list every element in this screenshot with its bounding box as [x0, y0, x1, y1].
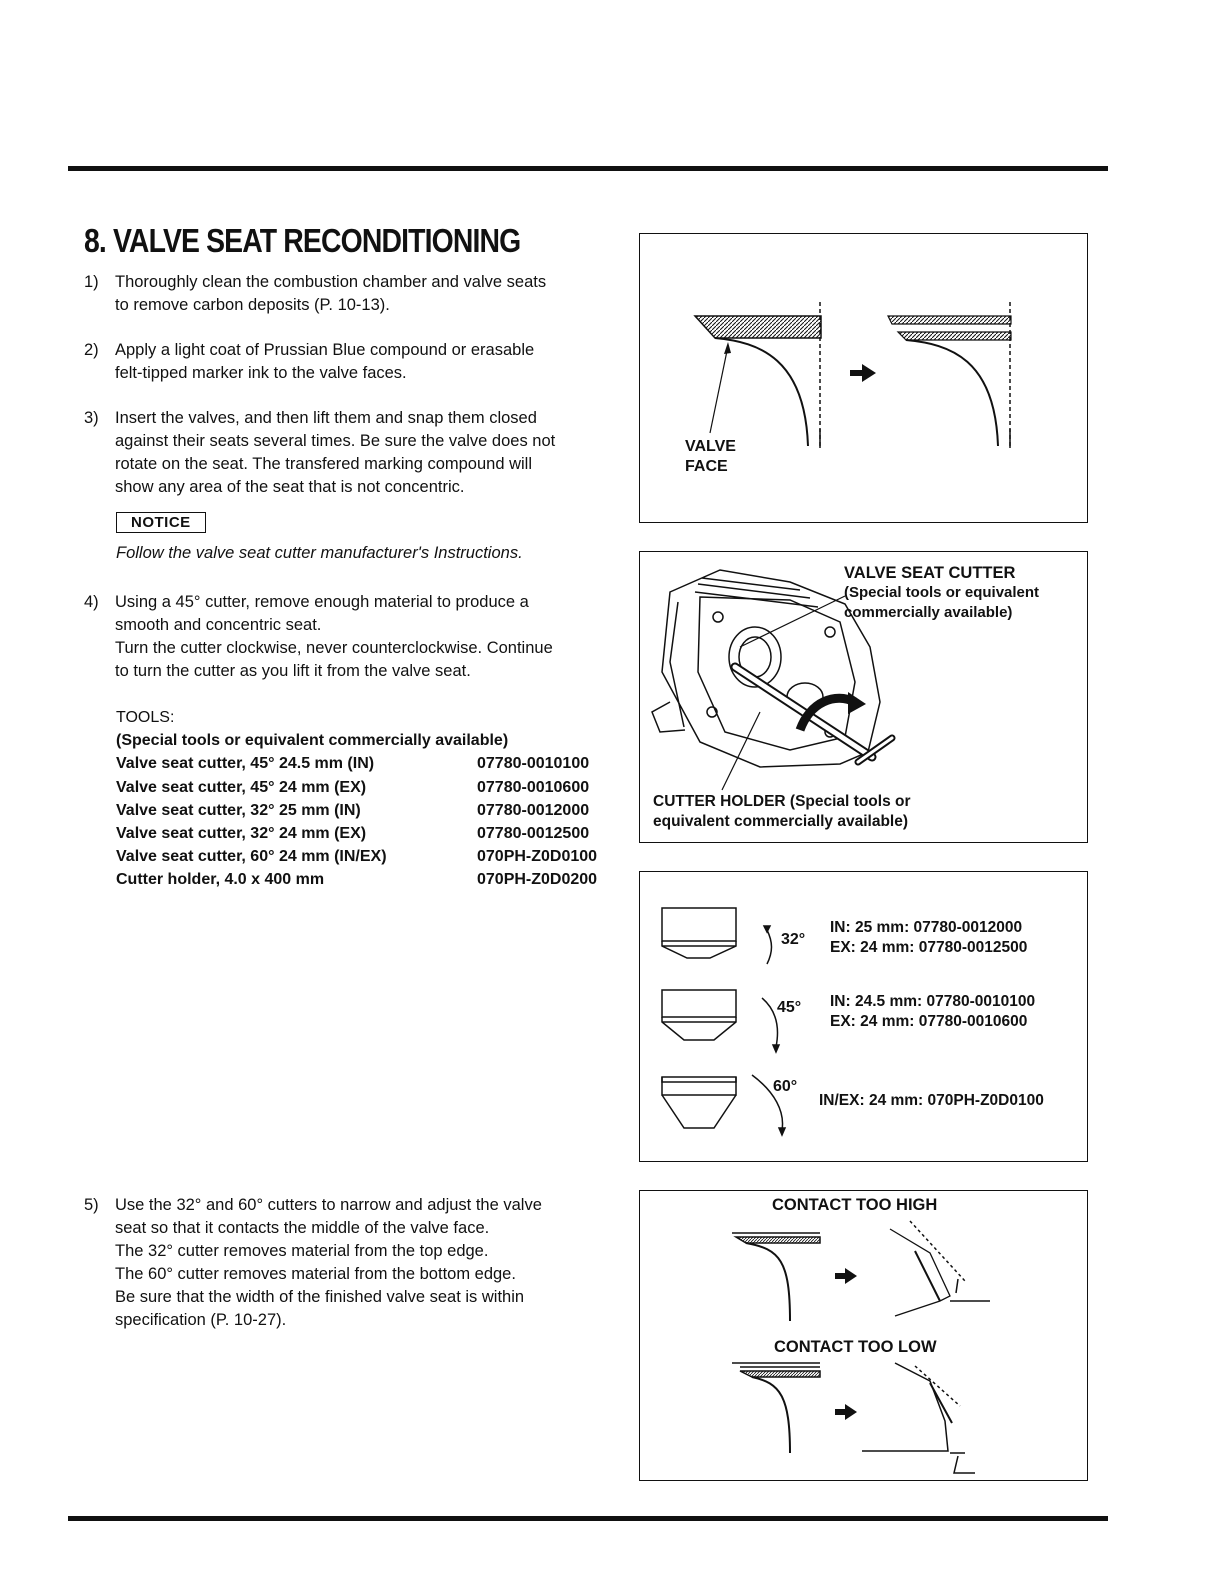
- label-line: CUTTER HOLDER (Special tools or: [653, 793, 911, 810]
- tool-name: Valve seat cutter, 45° 24.5 mm (IN): [116, 755, 375, 773]
- arrow-right-icon: [835, 1404, 857, 1420]
- step-1: [84, 271, 614, 317]
- seat-correction-high-icon: [890, 1221, 990, 1316]
- tools-list: [116, 706, 616, 892]
- step-line: show any area of the seat that is not concentric.: [115, 478, 465, 496]
- label-line: equivalent commercially available): [653, 813, 909, 830]
- tool-row: [116, 776, 616, 799]
- cutter-angle: 60°: [773, 1078, 798, 1095]
- step-line: Insert the valves, and then lift them and snap them closed: [115, 409, 537, 427]
- step-5: [84, 1194, 614, 1332]
- tool-part-number: 07780-0010600: [477, 778, 590, 796]
- label-line: IN: 25 mm: 07780-0012000: [830, 919, 1023, 936]
- label-line: IN/EX: 24 mm: 070PH-Z0D0100: [819, 1092, 1044, 1109]
- bottom-rule: [68, 1516, 1108, 1521]
- cutter-45-icon: [662, 990, 736, 1040]
- tool-part-number: 07780-0012500: [477, 825, 590, 843]
- cutter-spec: [830, 918, 1027, 958]
- step-number: 5): [84, 1196, 99, 1214]
- seat-correction-low-icon: [862, 1363, 975, 1473]
- page-title: 8. VALVE SEAT RECONDITIONING: [84, 222, 521, 259]
- tool-part-number: 070PH-Z0D0100: [477, 848, 598, 866]
- step-line: Turn the cutter clockwise, never counterclockwise. Continue: [115, 639, 553, 657]
- valve-face-figure: [639, 233, 1088, 523]
- step-number: 2): [84, 341, 99, 359]
- valve-contact-high-icon: [732, 1233, 820, 1321]
- step-line: Use the 32° and 60° cutters to narrow and adjust the valve: [115, 1196, 542, 1214]
- cutter-types-figure: [639, 871, 1088, 1162]
- step-line: Apply a light coat of Prussian Blue compound or erasable: [115, 341, 535, 359]
- step-line: The 32° cutter removes material from the top edge.: [115, 1242, 489, 1260]
- step-line: rotate on the seat. The transfered marking compound will: [115, 455, 533, 473]
- step-number: 4): [84, 593, 99, 611]
- tool-name: Valve seat cutter, 32° 25 mm (IN): [116, 801, 361, 819]
- tool-row: [116, 822, 616, 845]
- tool-row: [116, 868, 616, 891]
- cutter-figure: [639, 551, 1088, 843]
- valve-after-icon: [888, 302, 1011, 448]
- cutter-holder-label: [653, 792, 911, 832]
- label-line: VALVE SEAT CUTTER: [844, 564, 1016, 582]
- step-4: [84, 591, 614, 683]
- cutter-spec: [830, 992, 1035, 1032]
- valve-face-label: [685, 437, 736, 477]
- cutter-60-icon: [662, 1077, 736, 1128]
- contact-diagram: [640, 1191, 1087, 1480]
- tool-row: [116, 845, 616, 868]
- cutter-32-icon: [662, 908, 736, 958]
- label-line: IN: 24.5 mm: 07780-0010100: [830, 993, 1036, 1010]
- step-2: [84, 339, 614, 385]
- step-line: felt-tipped marker ink to the valve faces.: [115, 364, 407, 382]
- tool-part-number: 07780-0010100: [477, 755, 590, 773]
- step-line: Using a 45° cutter, remove enough material to produce a: [115, 593, 529, 611]
- label-line: VALVE: [685, 438, 736, 455]
- tool-row: [116, 752, 616, 775]
- valve-face-diagram: [640, 234, 1087, 522]
- step-line: The 60° cutter removes material from the bottom edge.: [115, 1265, 516, 1283]
- step-line: to turn the cutter as you lift it from the valve seat.: [115, 662, 471, 680]
- tools-heading: TOOLS:: [116, 709, 175, 726]
- tool-name: Cutter holder, 4.0 x 400 mm: [116, 871, 325, 889]
- step-line: Thoroughly clean the combustion chamber and valve seats: [115, 273, 547, 291]
- label-line: (Special tools or equivalent: [844, 584, 1040, 601]
- step-line: against their seats several times. Be sure the valve does not: [115, 432, 556, 450]
- tool-part-number: 070PH-Z0D0200: [477, 871, 598, 889]
- arrow-right-icon: [835, 1268, 857, 1284]
- step-line: seat so that it contacts the middle of the valve face.: [115, 1219, 490, 1237]
- tool-name: Valve seat cutter, 60° 24 mm (IN/EX): [116, 848, 387, 866]
- contact-too-high-label: CONTACT TOO HIGH: [772, 1196, 938, 1214]
- top-rule: [68, 166, 1108, 171]
- label-line: commercially available): [844, 604, 1013, 621]
- label-line: FACE: [685, 458, 728, 475]
- notice-text: Follow the valve seat cutter manufacturer's Instructions.: [116, 544, 523, 562]
- step-number: 3): [84, 409, 99, 427]
- cutter-spec: [819, 1091, 1044, 1111]
- step-line: Be sure that the width of the finished valve seat is within: [115, 1288, 525, 1306]
- contact-too-low-label: CONTACT TOO LOW: [774, 1338, 937, 1356]
- valve-before-icon: [695, 302, 821, 448]
- notice-label: NOTICE: [116, 512, 206, 533]
- tool-name: Valve seat cutter, 45° 24 mm (EX): [116, 778, 367, 796]
- step-number: 1): [84, 273, 99, 291]
- contact-figure: [639, 1190, 1088, 1481]
- valve-contact-low-icon: [732, 1363, 820, 1453]
- label-line: EX: 24 mm: 07780-0010600: [830, 1013, 1028, 1030]
- label-line: EX: 24 mm: 07780-0012500: [830, 939, 1028, 956]
- valve-seat-cutter-label: [844, 563, 1039, 623]
- tool-name: Valve seat cutter, 32° 24 mm (EX): [116, 825, 367, 843]
- step-line: smooth and concentric seat.: [115, 616, 322, 634]
- step-line: specification (P. 10-27).: [115, 1311, 287, 1329]
- tool-row: [116, 799, 616, 822]
- cutter-angle: 32°: [781, 931, 806, 948]
- step-line: to remove carbon deposits (P. 10-13).: [115, 296, 390, 314]
- step-3: [84, 407, 614, 499]
- cutter-angle: 45°: [777, 999, 802, 1016]
- tool-part-number: 07780-0012000: [477, 801, 590, 819]
- tools-subheading: (Special tools or equivalent commercially available): [116, 732, 509, 750]
- arrow-right-icon: [850, 364, 876, 382]
